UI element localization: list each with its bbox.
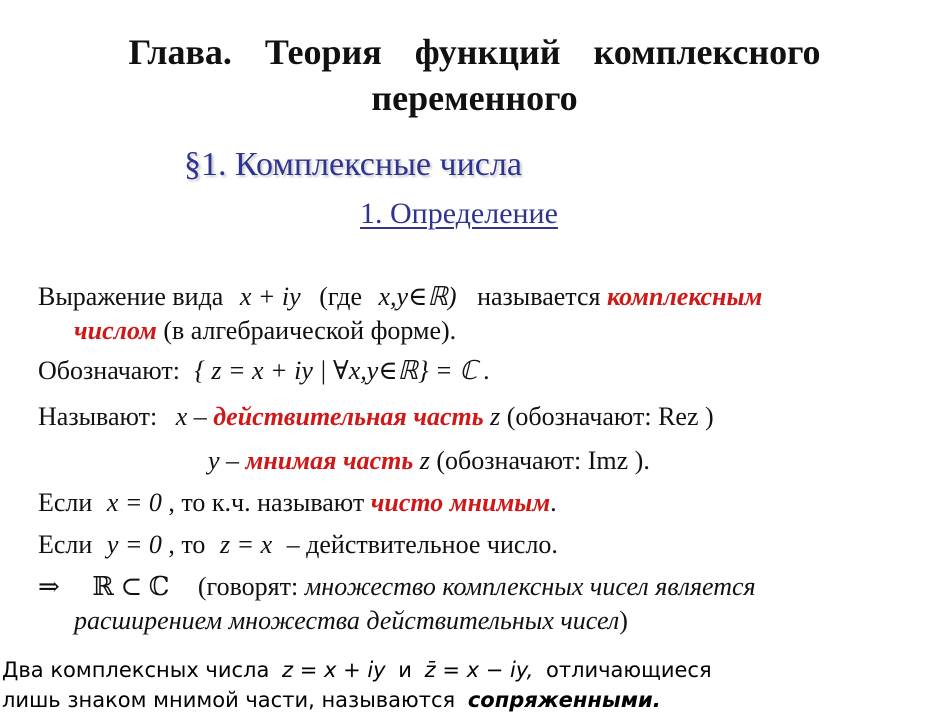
implies-icon: ⇒ [38,572,60,601]
real-number-line: Если y = 0 , то z = x – действительное число. [38,530,558,559]
implication-line-2: расширением множества действительных чисел) [74,606,628,635]
purely-imaginary-line: Если x = 0 , то к.ч. называют чисто мнимым. [38,488,557,517]
subsection-heading: 1. Определение [360,197,558,230]
section-heading: §1. Комплексные числа [184,146,522,183]
implication-line-1: ⇒ ℝ ⊂ ℂ (говорят: множество комплексных чисел является [38,572,756,601]
conjugate-definition-line-1: Два комплексных числа z = x + iy и z̄ = x − iy, отличающиеся [2,658,712,682]
definition-line-2: числом (в алгебраической форме). [74,316,457,345]
notation-line: Обозначают: { z = x + iy | ∀x,y∈ℝ} = ℂ . [38,356,491,385]
real-part-line: Называют: x – действительная часть z (обозначают: Rez ) [38,402,714,431]
chapter-title-line-2: переменного [371,78,578,118]
imaginary-part-line: y – мнимая часть z (обозначают: Imz ). [208,446,650,475]
conjugate-definition-line-2: лишь знаком мнимой части, называются сопряженными. [2,688,661,712]
section-sign-icon: § [184,146,201,183]
definition-line-1: Выражение вида x + iy (где x,y∈ℝ) называется комплексным [38,282,763,311]
chapter-title-line-1: Глава. Теория функций комплексного [128,32,821,72]
